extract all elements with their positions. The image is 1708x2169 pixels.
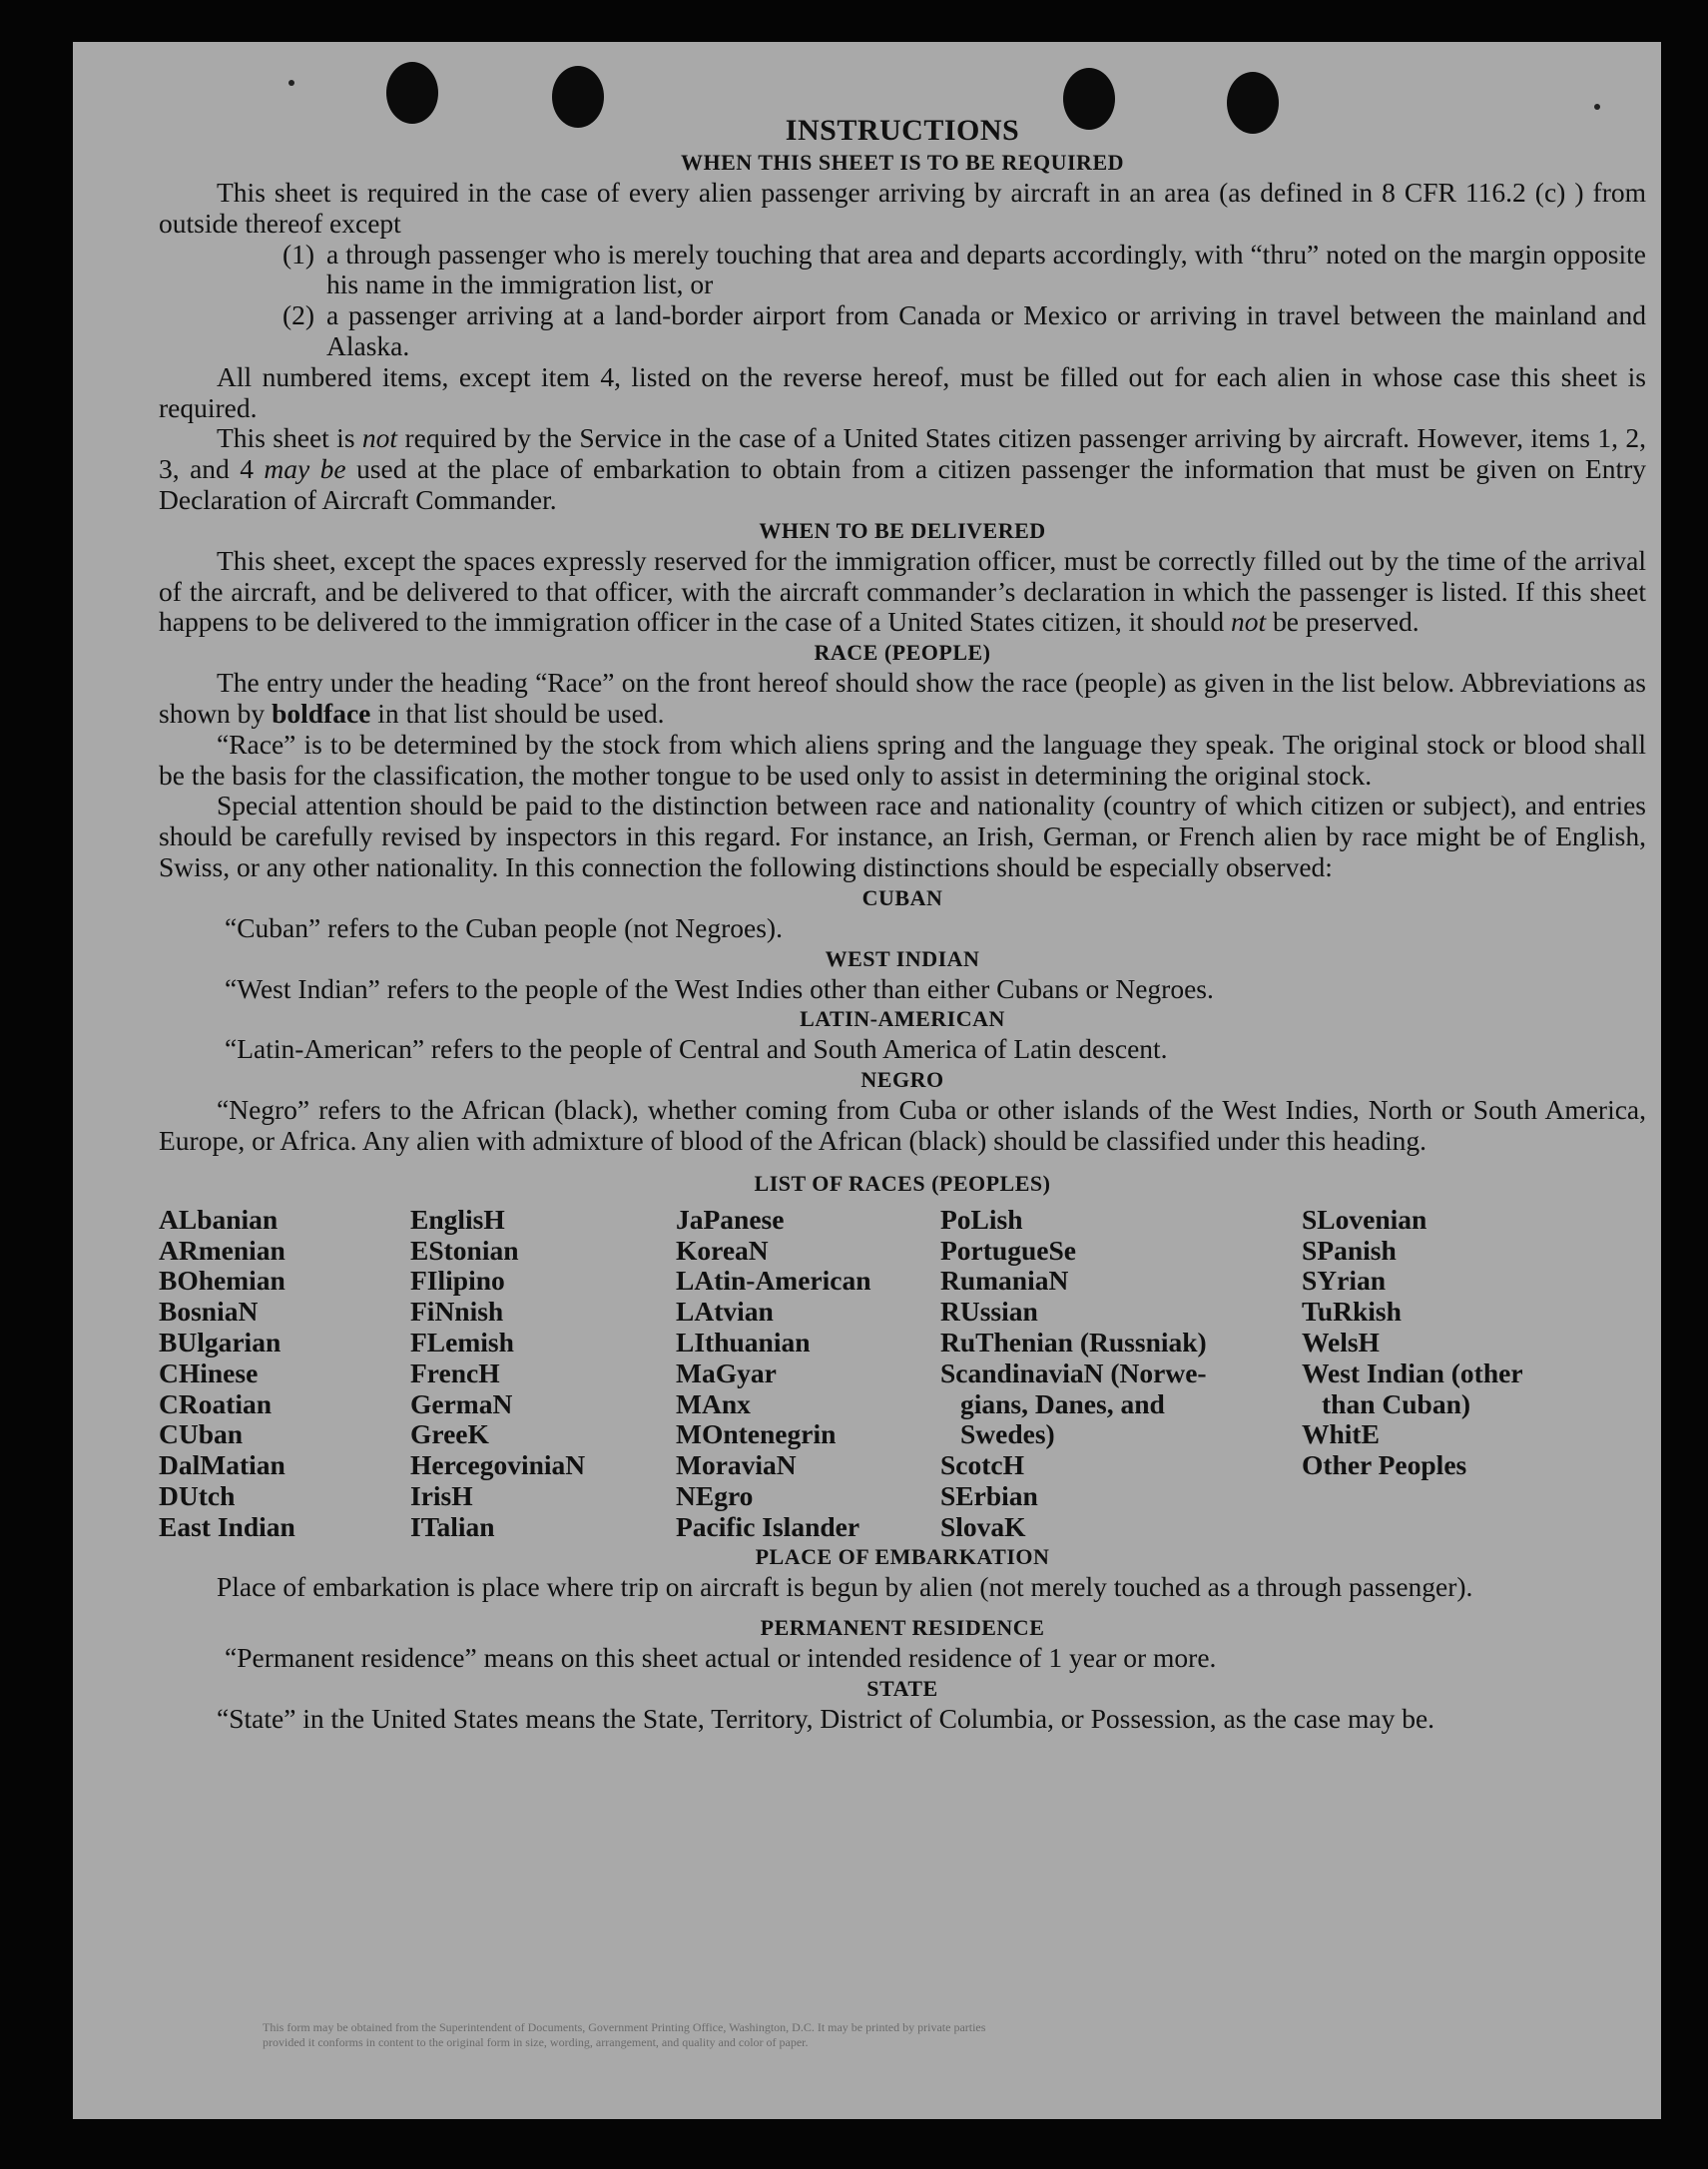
heading-place-of-embarkation: PLACE OF EMBARKATION	[755, 1544, 1050, 1570]
race-entry: ScotcH	[940, 1449, 1025, 1481]
place-of-embarkation-text: Place of embarkation is place where trip on aircraft is begun by alien (not merely touched as a through passenger).	[217, 1571, 1473, 1603]
race-entry: PortugueSe	[940, 1234, 1076, 1266]
race-entry: CHinese	[159, 1356, 259, 1388]
race-entry: GreeK	[410, 1418, 489, 1450]
race-entry: DalMatian	[159, 1449, 285, 1481]
emphasis-boldface: boldface	[272, 697, 371, 729]
race-entry: FLemish	[410, 1326, 514, 1357]
race-entry: SPanish	[1302, 1234, 1397, 1266]
race-entry: LAtvian	[676, 1296, 774, 1328]
item-text: a passenger arriving at a land-border airport from Canada or Mexico or arriving in travel between the mainland and Alaska.	[326, 299, 1646, 361]
race-entry: HercegoviniaN	[410, 1449, 586, 1481]
cuban-text: “Cuban” refers to the Cuban people (not Negroes).	[225, 911, 783, 943]
race-entry-continued: than Cuban)	[1322, 1387, 1471, 1419]
heading-race: RACE (PEOPLE)	[814, 640, 991, 666]
race-entry: Pacific Islander	[676, 1510, 860, 1542]
emphasis-may-be: may be	[264, 453, 346, 485]
instructions-content	[159, 114, 1646, 1735]
numbered-items-paragraph: All numbered items, except item 4, listed on the reverse hereof, must be filled out for each alien in whose case this sheet is required.	[159, 360, 1646, 423]
item-text: a through passenger who is merely touching that area and departs accordingly, with “thru” noted on the margin opposite his name in the immigration list, or	[326, 238, 1646, 300]
text-run: in that list should be used.	[370, 697, 665, 729]
race-entry: GermaN	[410, 1387, 513, 1419]
race-entry: WelsH	[1302, 1326, 1380, 1357]
race-entry: FiNnish	[410, 1296, 504, 1328]
race-entry: SLovenian	[1302, 1203, 1427, 1235]
heading-when-delivered: WHEN TO BE DELIVERED	[759, 517, 1046, 543]
west-indian-text: “West Indian” refers to the people of the West Indies other than either Cubans or Negroes.	[225, 972, 1214, 1004]
page-title: INSTRUCTIONS	[785, 114, 1020, 147]
heading-state: STATE	[866, 1676, 938, 1702]
race-entry: SYrian	[1302, 1265, 1387, 1297]
race-column-4	[940, 1205, 1302, 1543]
race-entry: ARmenian	[159, 1234, 285, 1266]
race-entry: Other Peoples	[1302, 1449, 1467, 1481]
text-run: used at the place of embarkation to obtain from a citizen passenger the information that must be given on Entry Declaration of Aircraft Commander.	[159, 453, 1646, 515]
race-entry: PoLish	[940, 1203, 1023, 1235]
race-entry: FIlipino	[410, 1265, 505, 1297]
race-entry: SErbian	[940, 1479, 1038, 1511]
race-entry: DUtch	[159, 1479, 236, 1511]
race-list	[159, 1205, 1646, 1543]
race-entry: BosniaN	[159, 1296, 259, 1328]
text-run: required by the Service in the case of a United States citizen passenger arriving by aircraft. However, items 1, 2, 3, and 4	[159, 422, 1646, 485]
race-entry: JaPanese	[676, 1203, 785, 1235]
permanent-residence-text: “Permanent residence” means on this sheet actual or intended residence of 1 year or more.	[225, 1642, 1217, 1674]
paper-speck	[1594, 104, 1600, 110]
state-text: “State” in the United States means the State, Territory, District of Columbia, or Possession, as the case may be.	[217, 1703, 1435, 1735]
heading-permanent-residence: PERMANENT RESIDENCE	[760, 1615, 1045, 1641]
heading-negro: NEGRO	[860, 1067, 944, 1093]
item-number: (2)	[283, 299, 315, 331]
heading-list-of-races: LIST OF RACES (PEOPLES)	[754, 1170, 1051, 1196]
item-number: (1)	[283, 238, 315, 270]
race-entry: MOntenegrin	[676, 1418, 837, 1450]
race-entry: East Indian	[159, 1510, 295, 1542]
race-entry: LAtin-American	[676, 1265, 871, 1297]
when-required-intro: This sheet is required in the case of every alien passenger arriving by aircraft in an area (as defined in 8 CFR 116.2 (c) ) from outside thereof except	[159, 177, 1646, 239]
race-entry-continued: Swedes)	[960, 1418, 1055, 1450]
footer-line: This form may be obtained from the Superintendent of Documents, Government Printing Office, Washington, D.C. It may be printed by private parties	[263, 2020, 986, 2034]
race-entry: SlovaK	[940, 1510, 1026, 1542]
footer-note	[263, 2020, 1630, 2050]
race-entry: IrisH	[410, 1479, 473, 1511]
race-entry: LIthuanian	[676, 1326, 811, 1357]
race-entry: TuRkish	[1302, 1296, 1402, 1328]
race-entry-continued: gians, Danes, and	[960, 1387, 1165, 1419]
footer-line: provided it conforms in content to the original form in size, wording, arrangement, and quality and color of paper.	[263, 2035, 809, 2049]
when-delivered-paragraph	[159, 546, 1646, 638]
race-entry: BOhemian	[159, 1265, 285, 1297]
race-entry: MaGyar	[676, 1356, 777, 1388]
race-paragraph-2: “Race” is to be determined by the stock from which aliens spring and the language they speak. The original stock or blood shall be the basis for the classification, the mother tongue to be used only to assist in determining the original stock.	[159, 728, 1646, 791]
race-entry: EnglisH	[410, 1203, 505, 1235]
race-column-3	[676, 1205, 940, 1543]
text-run: This sheet is	[217, 422, 362, 454]
heading-west-indian: WEST INDIAN	[825, 945, 980, 971]
race-entry: CRoatian	[159, 1387, 273, 1419]
text-run: This sheet, except the spaces expressly reserved for the immigration officer, must be correctly filled out by the time of the arrival of the aircraft, and be delivered to that officer, with the aircraft commander’s declaration in which the passenger is listed. If this sheet happens to be delivered to the immigration officer in the case of a United States citizen, it should	[159, 544, 1646, 638]
race-entry: ITalian	[410, 1510, 495, 1542]
race-entry: CUban	[159, 1418, 244, 1450]
race-entry: KoreaN	[676, 1234, 769, 1266]
heading-latin-american: LATIN-AMERICAN	[800, 1006, 1005, 1032]
emphasis-not: not	[1230, 606, 1267, 638]
race-entry: EStonian	[410, 1234, 519, 1266]
heading-when-required: WHEN THIS SHEET IS TO BE REQUIRED	[680, 150, 1125, 175]
exception-item-1	[283, 240, 1646, 301]
race-entry: RUssian	[940, 1296, 1038, 1328]
race-entry: NEgro	[676, 1479, 754, 1511]
race-entry: WhitE	[1302, 1418, 1380, 1450]
race-entry: MoraviaN	[676, 1449, 797, 1481]
race-paragraph-3: Special attention should be paid to the distinction between race and nationality (country of which citizen or subject), and entries should be carefully revised by inspectors in this regard. For instance, an Irish, German, or French alien by race might be of English, Swiss, or any other nationality. In this connection the following distinctions should be especially observed:	[159, 790, 1646, 882]
race-entry: BUlgarian	[159, 1326, 282, 1357]
negro-text: “Negro” refers to the African (black), whether coming from Cuba or other islands of the West Indies, North or South America, Europe, or Africa. Any alien with admixture of blood of the African (black) should be classified under this heading.	[159, 1094, 1646, 1156]
race-entry: ScandinaviaN (Norwe-	[940, 1356, 1207, 1388]
race-column-2	[410, 1205, 676, 1543]
heading-cuban: CUBAN	[861, 884, 943, 910]
race-entry: RuThenian (Russniak)	[940, 1326, 1207, 1357]
race-entry: West Indian (other	[1302, 1356, 1523, 1388]
document-sheet	[73, 42, 1661, 2119]
race-entry: RumaniaN	[940, 1265, 1069, 1297]
race-entry: ALbanian	[159, 1203, 279, 1235]
emphasis-not: not	[361, 422, 398, 454]
race-paragraph-1	[159, 668, 1646, 730]
race-entry: FrencH	[410, 1356, 500, 1388]
citizen-paragraph	[159, 423, 1646, 515]
race-entry: MAnx	[676, 1387, 751, 1419]
text-run: The entry under the heading “Race” on the front hereof should show the race (people) as given in the list below. Abbreviations as shown by	[159, 667, 1646, 729]
text-run: be preserved.	[1266, 606, 1420, 638]
latin-american-text: “Latin-American” refers to the people of Central and South America of Latin descent.	[225, 1033, 1168, 1065]
race-column-1	[159, 1205, 410, 1543]
race-column-5	[1302, 1205, 1601, 1543]
exception-item-2	[283, 300, 1646, 362]
paper-speck	[288, 80, 294, 86]
